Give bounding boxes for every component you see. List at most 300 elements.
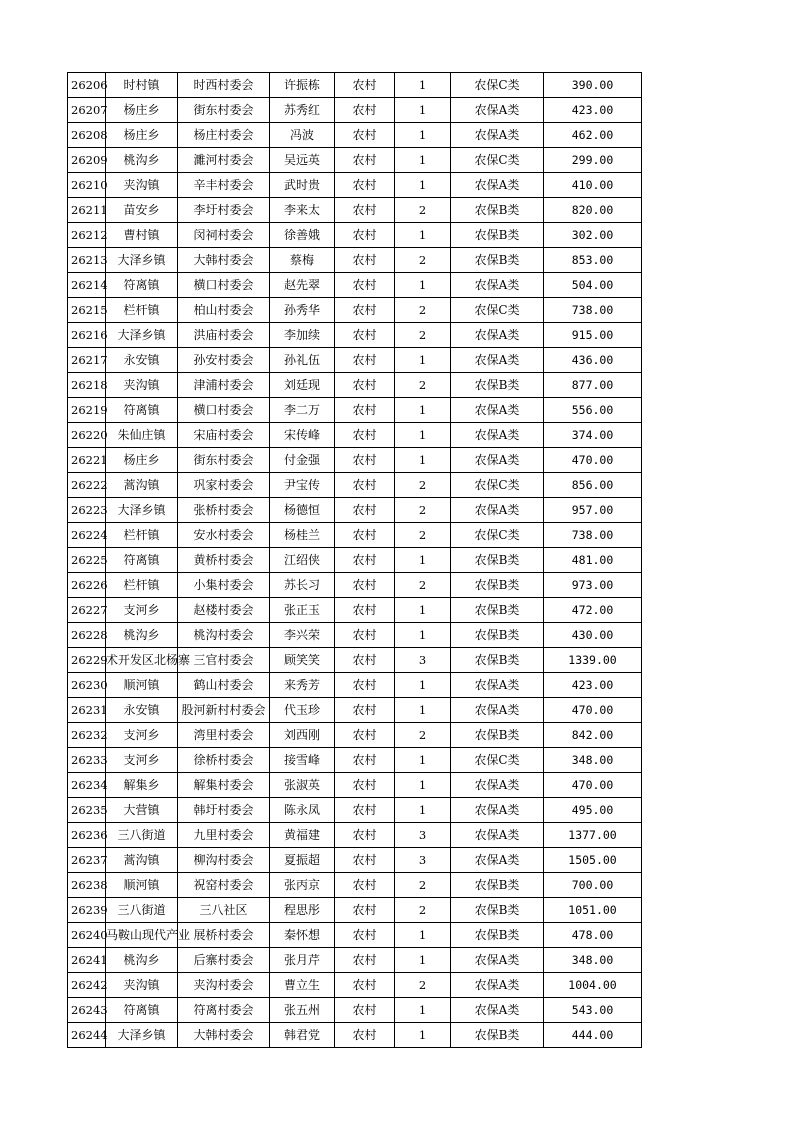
category-cell: 农保A类 bbox=[451, 948, 544, 973]
type-cell: 农村 bbox=[335, 423, 395, 448]
name-cell: 来秀芳 bbox=[270, 673, 335, 698]
town-cell: 马鞍山现代产业 bbox=[106, 923, 178, 948]
record-id: 26216 bbox=[68, 323, 106, 348]
type-cell: 农村 bbox=[335, 648, 395, 673]
amount-cell: 1051.00 bbox=[544, 898, 642, 923]
town-cell: 三八街道 bbox=[106, 823, 178, 848]
village-cell: 祝窑村委会 bbox=[178, 873, 270, 898]
count-cell: 1 bbox=[395, 1023, 451, 1048]
name-cell: 刘西刚 bbox=[270, 723, 335, 748]
village-cell: 柏山村委会 bbox=[178, 298, 270, 323]
count-cell: 1 bbox=[395, 748, 451, 773]
name-cell: 孙秀华 bbox=[270, 298, 335, 323]
count-cell: 1 bbox=[395, 798, 451, 823]
table-row bbox=[68, 798, 642, 823]
amount-cell: 423.00 bbox=[544, 673, 642, 698]
category-cell: 农保A类 bbox=[451, 173, 544, 198]
amount-cell: 738.00 bbox=[544, 298, 642, 323]
category-cell: 农保A类 bbox=[451, 498, 544, 523]
town-cell: 大泽乡镇 bbox=[106, 323, 178, 348]
record-id: 26218 bbox=[68, 373, 106, 398]
count-cell: 3 bbox=[395, 648, 451, 673]
table-row bbox=[68, 273, 642, 298]
category-cell: 农保B类 bbox=[451, 373, 544, 398]
count-cell: 1 bbox=[395, 923, 451, 948]
record-id: 26232 bbox=[68, 723, 106, 748]
type-cell: 农村 bbox=[335, 248, 395, 273]
category-cell: 农保C类 bbox=[451, 148, 544, 173]
name-cell: 蔡梅 bbox=[270, 248, 335, 273]
town-cell: 桃沟乡 bbox=[106, 623, 178, 648]
table-row bbox=[68, 848, 642, 873]
town-cell: 顺河镇 bbox=[106, 873, 178, 898]
name-cell: 赵先翠 bbox=[270, 273, 335, 298]
town-cell: 解集乡 bbox=[106, 773, 178, 798]
village-cell: 街东村委会 bbox=[178, 98, 270, 123]
table-row bbox=[68, 823, 642, 848]
count-cell: 1 bbox=[395, 98, 451, 123]
amount-cell: 436.00 bbox=[544, 348, 642, 373]
village-cell: 股河新村村委会 bbox=[178, 698, 270, 723]
village-cell: 后寨村委会 bbox=[178, 948, 270, 973]
name-cell: 秦怀想 bbox=[270, 923, 335, 948]
type-cell: 农村 bbox=[335, 773, 395, 798]
amount-cell: 390.00 bbox=[544, 73, 642, 98]
count-cell: 2 bbox=[395, 898, 451, 923]
type-cell: 农村 bbox=[335, 298, 395, 323]
table-row bbox=[68, 948, 642, 973]
amount-cell: 470.00 bbox=[544, 773, 642, 798]
village-cell: 湾里村委会 bbox=[178, 723, 270, 748]
name-cell: 杨德恒 bbox=[270, 498, 335, 523]
category-cell: 农保A类 bbox=[451, 348, 544, 373]
village-cell: 洪庙村委会 bbox=[178, 323, 270, 348]
amount-cell: 470.00 bbox=[544, 448, 642, 473]
village-cell: 柳沟村委会 bbox=[178, 848, 270, 873]
name-cell: 苏长习 bbox=[270, 573, 335, 598]
table-row bbox=[68, 473, 642, 498]
category-cell: 农保A类 bbox=[451, 273, 544, 298]
town-cell: 杨庄乡 bbox=[106, 448, 178, 473]
count-cell: 1 bbox=[395, 773, 451, 798]
category-cell: 农保B类 bbox=[451, 248, 544, 273]
town-cell: 永安镇 bbox=[106, 348, 178, 373]
village-cell: 符离村委会 bbox=[178, 998, 270, 1023]
town-cell: 永安镇 bbox=[106, 698, 178, 723]
type-cell: 农村 bbox=[335, 223, 395, 248]
type-cell: 农村 bbox=[335, 198, 395, 223]
category-cell: 农保C类 bbox=[451, 523, 544, 548]
name-cell: 李来太 bbox=[270, 198, 335, 223]
type-cell: 农村 bbox=[335, 498, 395, 523]
village-cell: 横口村委会 bbox=[178, 398, 270, 423]
town-cell: 三八街道 bbox=[106, 898, 178, 923]
village-cell: 夹沟村委会 bbox=[178, 973, 270, 998]
table-row bbox=[68, 423, 642, 448]
type-cell: 农村 bbox=[335, 573, 395, 598]
village-cell: 时西村委会 bbox=[178, 73, 270, 98]
amount-cell: 853.00 bbox=[544, 248, 642, 273]
count-cell: 1 bbox=[395, 148, 451, 173]
type-cell: 农村 bbox=[335, 273, 395, 298]
amount-cell: 481.00 bbox=[544, 548, 642, 573]
category-cell: 农保B类 bbox=[451, 873, 544, 898]
category-cell: 农保A类 bbox=[451, 423, 544, 448]
table-row bbox=[68, 323, 642, 348]
record-id: 26211 bbox=[68, 198, 106, 223]
table-row bbox=[68, 873, 642, 898]
village-cell: 巩家村委会 bbox=[178, 473, 270, 498]
count-cell: 1 bbox=[395, 223, 451, 248]
category-cell: 农保B类 bbox=[451, 723, 544, 748]
town-cell: 夹沟镇 bbox=[106, 373, 178, 398]
record-id: 26227 bbox=[68, 598, 106, 623]
category-cell: 农保A类 bbox=[451, 123, 544, 148]
name-cell: 李兴荣 bbox=[270, 623, 335, 648]
count-cell: 2 bbox=[395, 523, 451, 548]
type-cell: 农村 bbox=[335, 348, 395, 373]
category-cell: 农保A类 bbox=[451, 98, 544, 123]
count-cell: 2 bbox=[395, 298, 451, 323]
town-cell: 蒿沟镇 bbox=[106, 848, 178, 873]
category-cell: 农保A类 bbox=[451, 798, 544, 823]
village-cell: 杨庄村委会 bbox=[178, 123, 270, 148]
amount-cell: 700.00 bbox=[544, 873, 642, 898]
town-cell: 支河乡 bbox=[106, 723, 178, 748]
count-cell: 1 bbox=[395, 998, 451, 1023]
table-row bbox=[68, 623, 642, 648]
record-id: 26213 bbox=[68, 248, 106, 273]
table-row bbox=[68, 598, 642, 623]
count-cell: 1 bbox=[395, 623, 451, 648]
name-cell: 徐善娥 bbox=[270, 223, 335, 248]
table-row bbox=[68, 773, 642, 798]
name-cell: 杨桂兰 bbox=[270, 523, 335, 548]
table-row bbox=[68, 223, 642, 248]
amount-cell: 820.00 bbox=[544, 198, 642, 223]
name-cell: 黄福建 bbox=[270, 823, 335, 848]
category-cell: 农保A类 bbox=[451, 998, 544, 1023]
village-cell: 津浦村委会 bbox=[178, 373, 270, 398]
count-cell: 1 bbox=[395, 173, 451, 198]
count-cell: 1 bbox=[395, 398, 451, 423]
village-cell: 韩圩村委会 bbox=[178, 798, 270, 823]
amount-cell: 470.00 bbox=[544, 698, 642, 723]
table-row bbox=[68, 698, 642, 723]
type-cell: 农村 bbox=[335, 948, 395, 973]
record-id: 26221 bbox=[68, 448, 106, 473]
table-row bbox=[68, 73, 642, 98]
village-cell: 三官村委会 bbox=[178, 648, 270, 673]
category-cell: 农保C类 bbox=[451, 748, 544, 773]
town-cell: 术开发区北杨寨 bbox=[106, 648, 178, 673]
town-cell: 曹村镇 bbox=[106, 223, 178, 248]
record-id: 26220 bbox=[68, 423, 106, 448]
town-cell: 时村镇 bbox=[106, 73, 178, 98]
count-cell: 1 bbox=[395, 948, 451, 973]
record-id: 26224 bbox=[68, 523, 106, 548]
amount-cell: 504.00 bbox=[544, 273, 642, 298]
table-row bbox=[68, 98, 642, 123]
amount-cell: 915.00 bbox=[544, 323, 642, 348]
name-cell: 张五州 bbox=[270, 998, 335, 1023]
category-cell: 农保B类 bbox=[451, 573, 544, 598]
type-cell: 农村 bbox=[335, 548, 395, 573]
count-cell: 2 bbox=[395, 723, 451, 748]
table-row bbox=[68, 348, 642, 373]
table-row bbox=[68, 248, 642, 273]
amount-cell: 842.00 bbox=[544, 723, 642, 748]
town-cell: 大泽乡镇 bbox=[106, 498, 178, 523]
type-cell: 农村 bbox=[335, 323, 395, 348]
village-cell: 三八社区 bbox=[178, 898, 270, 923]
type-cell: 农村 bbox=[335, 173, 395, 198]
amount-cell: 556.00 bbox=[544, 398, 642, 423]
record-id: 26239 bbox=[68, 898, 106, 923]
record-id: 26207 bbox=[68, 98, 106, 123]
count-cell: 1 bbox=[395, 548, 451, 573]
count-cell: 1 bbox=[395, 673, 451, 698]
record-id: 26234 bbox=[68, 773, 106, 798]
name-cell: 夏振超 bbox=[270, 848, 335, 873]
amount-cell: 444.00 bbox=[544, 1023, 642, 1048]
count-cell: 1 bbox=[395, 423, 451, 448]
amount-cell: 856.00 bbox=[544, 473, 642, 498]
record-id: 26243 bbox=[68, 998, 106, 1023]
record-id: 26225 bbox=[68, 548, 106, 573]
record-id: 26215 bbox=[68, 298, 106, 323]
category-cell: 农保B类 bbox=[451, 623, 544, 648]
table-row bbox=[68, 123, 642, 148]
village-cell: 宋庙村委会 bbox=[178, 423, 270, 448]
town-cell: 符离镇 bbox=[106, 998, 178, 1023]
name-cell: 张月芹 bbox=[270, 948, 335, 973]
table-row bbox=[68, 173, 642, 198]
town-cell: 朱仙庄镇 bbox=[106, 423, 178, 448]
table-row bbox=[68, 673, 642, 698]
type-cell: 农村 bbox=[335, 698, 395, 723]
village-cell: 濉河村委会 bbox=[178, 148, 270, 173]
town-cell: 夹沟镇 bbox=[106, 173, 178, 198]
record-id: 26208 bbox=[68, 123, 106, 148]
amount-cell: 472.00 bbox=[544, 598, 642, 623]
count-cell: 1 bbox=[395, 348, 451, 373]
village-cell: 李圩村委会 bbox=[178, 198, 270, 223]
table-row bbox=[68, 523, 642, 548]
town-cell: 杨庄乡 bbox=[106, 98, 178, 123]
record-id: 26231 bbox=[68, 698, 106, 723]
amount-cell: 543.00 bbox=[544, 998, 642, 1023]
type-cell: 农村 bbox=[335, 623, 395, 648]
count-cell: 2 bbox=[395, 373, 451, 398]
name-cell: 尹宝传 bbox=[270, 473, 335, 498]
amount-cell: 1004.00 bbox=[544, 973, 642, 998]
record-id: 26209 bbox=[68, 148, 106, 173]
type-cell: 农村 bbox=[335, 398, 395, 423]
table-row bbox=[68, 373, 642, 398]
town-cell: 夹沟镇 bbox=[106, 973, 178, 998]
village-cell: 黄桥村委会 bbox=[178, 548, 270, 573]
town-cell: 苗安乡 bbox=[106, 198, 178, 223]
count-cell: 2 bbox=[395, 873, 451, 898]
table-row bbox=[68, 198, 642, 223]
type-cell: 农村 bbox=[335, 748, 395, 773]
record-id: 26212 bbox=[68, 223, 106, 248]
amount-cell: 299.00 bbox=[544, 148, 642, 173]
table-row bbox=[68, 448, 642, 473]
name-cell: 许振栋 bbox=[270, 73, 335, 98]
table-row bbox=[68, 148, 642, 173]
type-cell: 农村 bbox=[335, 873, 395, 898]
category-cell: 农保C类 bbox=[451, 298, 544, 323]
type-cell: 农村 bbox=[335, 923, 395, 948]
category-cell: 农保B类 bbox=[451, 898, 544, 923]
category-cell: 农保C类 bbox=[451, 73, 544, 98]
amount-cell: 738.00 bbox=[544, 523, 642, 548]
village-cell: 展桥村委会 bbox=[178, 923, 270, 948]
category-cell: 农保B类 bbox=[451, 648, 544, 673]
amount-cell: 430.00 bbox=[544, 623, 642, 648]
village-cell: 大韩村委会 bbox=[178, 248, 270, 273]
type-cell: 农村 bbox=[335, 98, 395, 123]
table-row bbox=[68, 498, 642, 523]
category-cell: 农保A类 bbox=[451, 698, 544, 723]
table-row bbox=[68, 923, 642, 948]
table-row bbox=[68, 298, 642, 323]
town-cell: 支河乡 bbox=[106, 598, 178, 623]
record-id: 26217 bbox=[68, 348, 106, 373]
count-cell: 1 bbox=[395, 698, 451, 723]
name-cell: 吴远英 bbox=[270, 148, 335, 173]
name-cell: 陈永凤 bbox=[270, 798, 335, 823]
name-cell: 冯波 bbox=[270, 123, 335, 148]
name-cell: 苏秀红 bbox=[270, 98, 335, 123]
record-id: 26241 bbox=[68, 948, 106, 973]
village-cell: 解集村委会 bbox=[178, 773, 270, 798]
name-cell: 顾笑笑 bbox=[270, 648, 335, 673]
records-table bbox=[67, 72, 642, 1048]
village-cell: 九里村委会 bbox=[178, 823, 270, 848]
category-cell: 农保B类 bbox=[451, 923, 544, 948]
amount-cell: 348.00 bbox=[544, 948, 642, 973]
town-cell: 支河乡 bbox=[106, 748, 178, 773]
count-cell: 1 bbox=[395, 598, 451, 623]
name-cell: 程思彤 bbox=[270, 898, 335, 923]
name-cell: 接雪峰 bbox=[270, 748, 335, 773]
record-id: 26230 bbox=[68, 673, 106, 698]
type-cell: 农村 bbox=[335, 148, 395, 173]
name-cell: 李二万 bbox=[270, 398, 335, 423]
town-cell: 蒿沟镇 bbox=[106, 473, 178, 498]
type-cell: 农村 bbox=[335, 898, 395, 923]
category-cell: 农保A类 bbox=[451, 323, 544, 348]
type-cell: 农村 bbox=[335, 798, 395, 823]
name-cell: 曹立生 bbox=[270, 973, 335, 998]
village-cell: 徐桥村委会 bbox=[178, 748, 270, 773]
type-cell: 农村 bbox=[335, 523, 395, 548]
type-cell: 农村 bbox=[335, 673, 395, 698]
name-cell: 孙礼伍 bbox=[270, 348, 335, 373]
type-cell: 农村 bbox=[335, 848, 395, 873]
amount-cell: 462.00 bbox=[544, 123, 642, 148]
town-cell: 符离镇 bbox=[106, 548, 178, 573]
table-row bbox=[68, 998, 642, 1023]
table-row bbox=[68, 573, 642, 598]
category-cell: 农保A类 bbox=[451, 773, 544, 798]
type-cell: 农村 bbox=[335, 123, 395, 148]
count-cell: 2 bbox=[395, 248, 451, 273]
town-cell: 杨庄乡 bbox=[106, 123, 178, 148]
town-cell: 桃沟乡 bbox=[106, 148, 178, 173]
village-cell: 赵楼村委会 bbox=[178, 598, 270, 623]
count-cell: 2 bbox=[395, 323, 451, 348]
record-id: 26229 bbox=[68, 648, 106, 673]
record-id: 26236 bbox=[68, 823, 106, 848]
count-cell: 2 bbox=[395, 973, 451, 998]
table-row bbox=[68, 398, 642, 423]
name-cell: 付金强 bbox=[270, 448, 335, 473]
record-id: 26226 bbox=[68, 573, 106, 598]
table-row bbox=[68, 648, 642, 673]
record-id: 26214 bbox=[68, 273, 106, 298]
category-cell: 农保B类 bbox=[451, 198, 544, 223]
village-cell: 街东村委会 bbox=[178, 448, 270, 473]
village-cell: 横口村委会 bbox=[178, 273, 270, 298]
amount-cell: 495.00 bbox=[544, 798, 642, 823]
village-cell: 安水村委会 bbox=[178, 523, 270, 548]
name-cell: 张淑英 bbox=[270, 773, 335, 798]
amount-cell: 973.00 bbox=[544, 573, 642, 598]
amount-cell: 423.00 bbox=[544, 98, 642, 123]
type-cell: 农村 bbox=[335, 373, 395, 398]
town-cell: 符离镇 bbox=[106, 398, 178, 423]
count-cell: 1 bbox=[395, 73, 451, 98]
name-cell: 武时贵 bbox=[270, 173, 335, 198]
category-cell: 农保A类 bbox=[451, 398, 544, 423]
count-cell: 1 bbox=[395, 273, 451, 298]
record-id: 26210 bbox=[68, 173, 106, 198]
amount-cell: 374.00 bbox=[544, 423, 642, 448]
record-id: 26244 bbox=[68, 1023, 106, 1048]
town-cell: 栏杆镇 bbox=[106, 573, 178, 598]
type-cell: 农村 bbox=[335, 1023, 395, 1048]
record-id: 26219 bbox=[68, 398, 106, 423]
village-cell: 张桥村委会 bbox=[178, 498, 270, 523]
category-cell: 农保B类 bbox=[451, 548, 544, 573]
record-id: 26222 bbox=[68, 473, 106, 498]
record-id: 26206 bbox=[68, 73, 106, 98]
count-cell: 3 bbox=[395, 823, 451, 848]
village-cell: 鹤山村委会 bbox=[178, 673, 270, 698]
name-cell: 李加续 bbox=[270, 323, 335, 348]
type-cell: 农村 bbox=[335, 823, 395, 848]
category-cell: 农保C类 bbox=[451, 473, 544, 498]
table-row bbox=[68, 723, 642, 748]
record-id: 26235 bbox=[68, 798, 106, 823]
name-cell: 韩君党 bbox=[270, 1023, 335, 1048]
table-row bbox=[68, 548, 642, 573]
amount-cell: 348.00 bbox=[544, 748, 642, 773]
village-cell: 大韩村委会 bbox=[178, 1023, 270, 1048]
village-cell: 孙安村委会 bbox=[178, 348, 270, 373]
amount-cell: 877.00 bbox=[544, 373, 642, 398]
amount-cell: 957.00 bbox=[544, 498, 642, 523]
record-id: 26242 bbox=[68, 973, 106, 998]
category-cell: 农保A类 bbox=[451, 823, 544, 848]
record-id: 26228 bbox=[68, 623, 106, 648]
town-cell: 符离镇 bbox=[106, 273, 178, 298]
table-row bbox=[68, 898, 642, 923]
